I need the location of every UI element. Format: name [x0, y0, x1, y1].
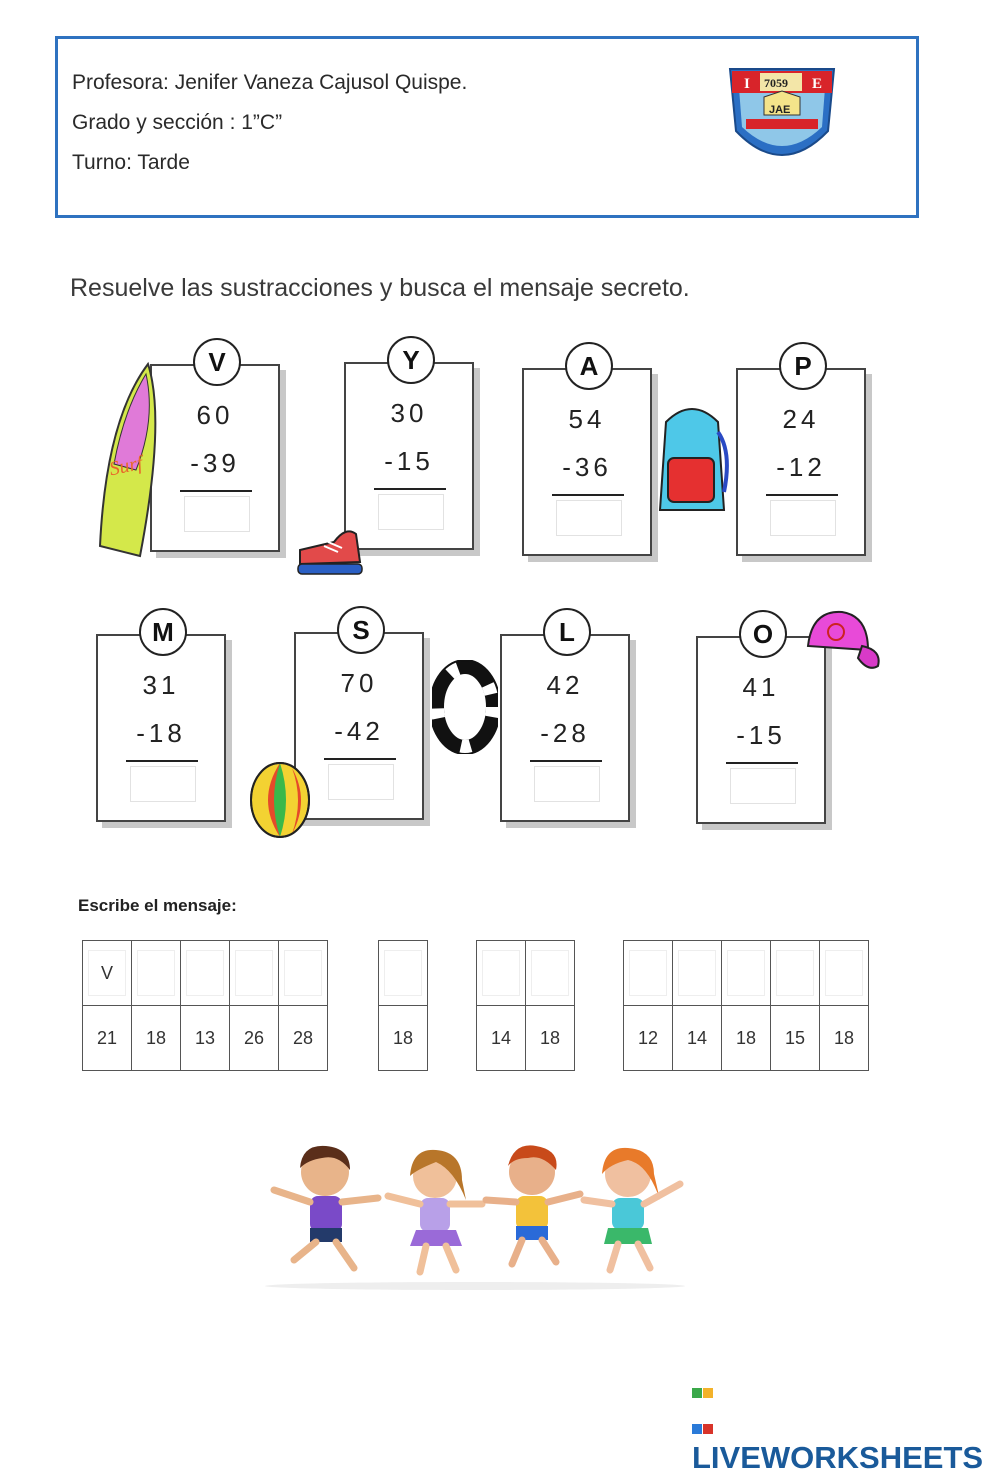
number-cell: 18: [379, 1006, 428, 1071]
result-line: [726, 762, 798, 764]
number-cell: 15: [771, 1006, 820, 1071]
answer-input[interactable]: [534, 766, 600, 802]
life-ring-image: [432, 660, 498, 754]
card-letter-badge: P: [779, 342, 827, 390]
liveworksheets-logo: [692, 1370, 1000, 1476]
result-line: [324, 758, 396, 760]
number-cell: 18: [722, 1006, 771, 1071]
subtrahend: -28: [540, 718, 590, 748]
card-letter-badge: M: [139, 608, 187, 656]
result-line: [126, 760, 198, 762]
cap-image: [802, 606, 882, 678]
subtraction-card-v: [150, 347, 280, 552]
brand-text: LIVEWORKSHEETS: [692, 1440, 984, 1475]
number-cell: 12: [624, 1006, 673, 1071]
letter-input[interactable]: [482, 950, 520, 996]
jumping-kids-illustration: [250, 1140, 700, 1292]
grade-section: Grado y sección : 1”C”: [72, 111, 283, 134]
result-line: [552, 494, 624, 496]
letter-input[interactable]: [186, 950, 224, 996]
number-cell: 18: [526, 1006, 575, 1071]
card-letter-badge: Y: [387, 336, 435, 384]
beach-ball-image: [248, 760, 312, 840]
letter-cell[interactable]: [526, 941, 575, 1006]
answer-input[interactable]: [770, 500, 836, 536]
number-cell: 13: [181, 1006, 230, 1071]
letter-input[interactable]: [531, 950, 569, 996]
subtrahend: -42: [334, 716, 384, 746]
shift: Turno: Tarde: [72, 151, 190, 174]
answer-input[interactable]: [556, 500, 622, 536]
svg-text:Surf: Surf: [107, 451, 145, 481]
subtrahend: -36: [562, 452, 612, 482]
letter-input[interactable]: V: [88, 950, 126, 996]
minuend: 70: [340, 668, 378, 698]
minuend: 42: [546, 670, 584, 700]
subtrahend: -15: [384, 446, 434, 476]
result-line: [530, 760, 602, 762]
answer-input[interactable]: [328, 764, 394, 800]
number-cell: 28: [279, 1006, 328, 1071]
message-title: Escribe el mensaje:: [78, 896, 237, 915]
letter-cell[interactable]: [722, 941, 771, 1006]
letter-input[interactable]: [825, 950, 863, 996]
letter-input[interactable]: [629, 950, 667, 996]
logo-acronym: JAE: [769, 104, 791, 116]
minuend: 54: [568, 404, 606, 434]
brand-squares-icon: [692, 1370, 714, 1392]
answer-input[interactable]: [130, 766, 196, 802]
minuend: 24: [782, 404, 820, 434]
letter-cell[interactable]: [673, 941, 722, 1006]
minuend: 41: [742, 672, 780, 702]
header-box: [55, 36, 919, 218]
minuend: 30: [390, 398, 428, 428]
teacher-name: Profesora: Jenifer Vaneza Cajusol Quispe.: [72, 71, 468, 94]
number-cell: 26: [230, 1006, 279, 1071]
card-letter-badge: L: [543, 608, 591, 656]
surfboard-image: [96, 360, 162, 560]
sneaker-image: [294, 522, 364, 578]
letter-cell[interactable]: [624, 941, 673, 1006]
subtrahend: -12: [776, 452, 826, 482]
instruction-text: Resuelve las sustracciones y busca el mensaje secreto.: [70, 274, 690, 302]
letter-cell[interactable]: [279, 941, 328, 1006]
subtraction-card-s: [294, 615, 424, 820]
logo-letter-e: E: [812, 76, 823, 92]
letter-cell[interactable]: [477, 941, 526, 1006]
school-logo: [724, 61, 840, 177]
message-word-3: [476, 940, 575, 1071]
result-line: [374, 488, 446, 490]
subtraction-card-m: [96, 617, 226, 822]
letter-input[interactable]: [137, 950, 175, 996]
card-letter-badge: A: [565, 342, 613, 390]
answer-input[interactable]: [184, 496, 250, 532]
number-cell: 14: [673, 1006, 722, 1071]
subtrahend: -15: [736, 720, 786, 750]
card-letter-badge: S: [337, 606, 385, 654]
letter-cell[interactable]: [132, 941, 181, 1006]
letter-input[interactable]: [727, 950, 765, 996]
number-cell: 14: [477, 1006, 526, 1071]
number-cell: 18: [820, 1006, 869, 1071]
message-word-1: [82, 940, 328, 1071]
answer-input[interactable]: [730, 768, 796, 804]
number-cell: 21: [83, 1006, 132, 1071]
logo-letter-i: I: [744, 76, 750, 92]
letter-cell[interactable]: [83, 941, 132, 1006]
subtrahend: -18: [136, 718, 186, 748]
answer-input[interactable]: [378, 494, 444, 530]
result-line: [180, 490, 252, 492]
letter-cell[interactable]: [771, 941, 820, 1006]
number-cell: 18: [132, 1006, 181, 1071]
subtrahend: -39: [190, 448, 240, 478]
letter-cell[interactable]: [820, 941, 869, 1006]
message-word-4: [623, 940, 869, 1071]
minuend: 31: [142, 670, 180, 700]
backpack-image: [652, 402, 732, 520]
letter-input[interactable]: [678, 950, 716, 996]
subtraction-card-p: [736, 351, 866, 556]
minuend: 60: [196, 400, 234, 430]
letter-input[interactable]: [776, 950, 814, 996]
letter-cell[interactable]: [181, 941, 230, 1006]
letter-cell[interactable]: [230, 941, 279, 1006]
logo-number: 7059: [764, 76, 788, 90]
message-word-2: [378, 940, 428, 1071]
subtraction-card-a: [522, 351, 652, 556]
subtraction-card-l: [500, 617, 630, 822]
letter-input[interactable]: [235, 950, 273, 996]
letter-input[interactable]: [384, 950, 422, 996]
letter-cell[interactable]: [379, 941, 428, 1006]
letter-input[interactable]: [284, 950, 322, 996]
result-line: [766, 494, 838, 496]
card-letter-badge: O: [739, 610, 787, 658]
card-letter-badge: V: [193, 338, 241, 386]
